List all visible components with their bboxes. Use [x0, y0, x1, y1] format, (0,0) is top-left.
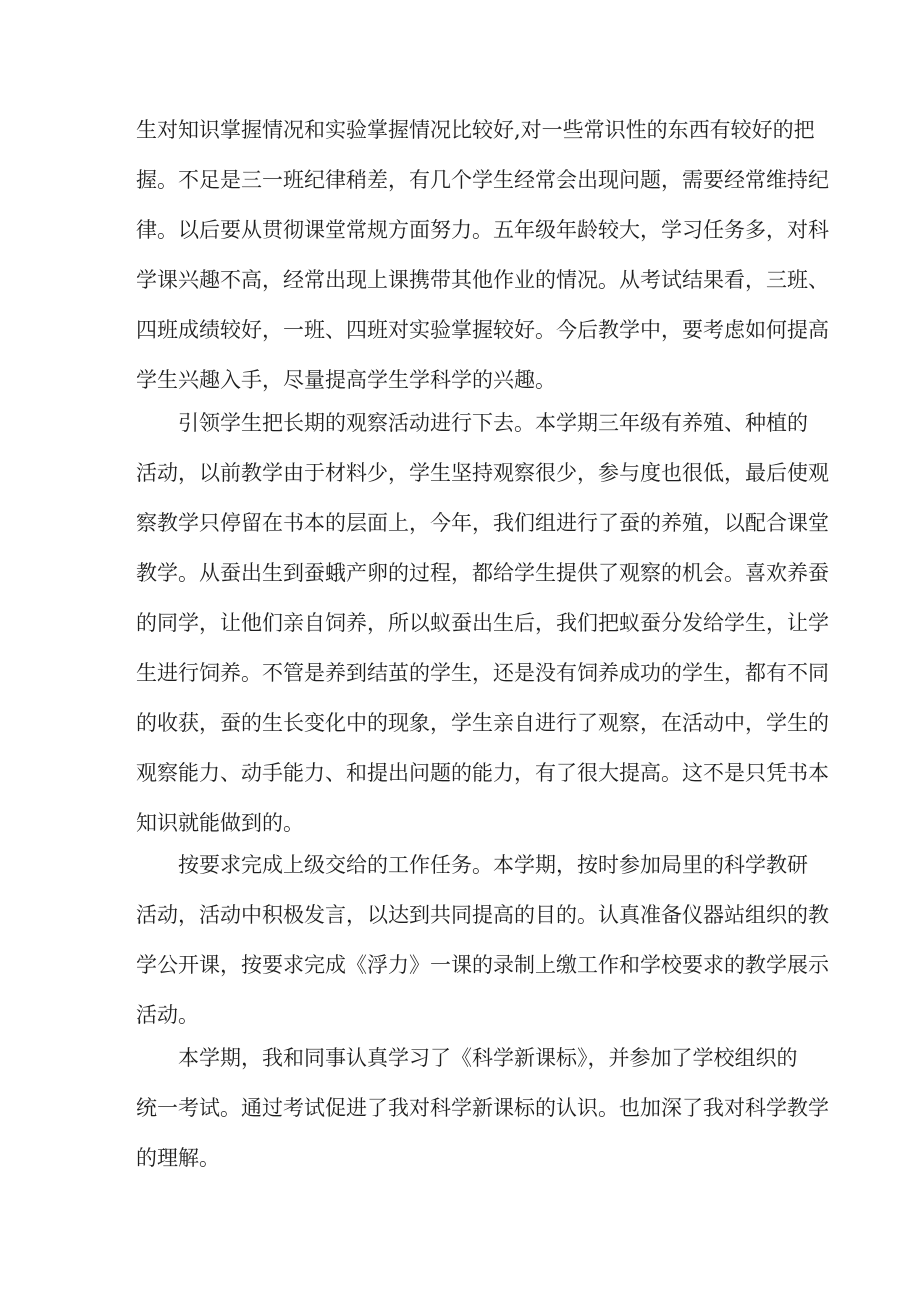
paragraph-2-line-9: 知识就能做到的。 [136, 811, 304, 835]
paragraph-3-line-4: 活动。 [136, 1003, 199, 1027]
paragraph-2-line-5: 的同学，让他们亲自饲养，所以蚁蚕出生后，我们把蚁蚕分发给学生，让学 [136, 611, 829, 635]
paragraph-1-line-1: 生对知识掌握情况和实验掌握情况比较好,对一些常识性的东西有较好的把 [136, 118, 815, 142]
paragraph-2-line-3: 察教学只停留在书本的层面上，今年，我们组进行了蚕的养殖，以配合课堂 [136, 511, 829, 535]
paragraph-3-line-1: 按要求完成上级交给的工作任务。本学期，按时参加局里的科学教研 [178, 853, 808, 877]
paragraph-2-line-8: 观察能力、动手能力、和提出问题的能力，有了很大提高。这不是只凭书本 [136, 761, 829, 785]
paragraph-2-line-7: 的收获，蚕的生长变化中的现象，学生亲自进行了观察，在活动中，学生的 [136, 711, 829, 735]
paragraph-2-line-6: 生进行饲养。不管是养到结茧的学生，还是没有饲养成功的学生，都有不同 [136, 661, 829, 685]
paragraph-1-line-6: 学生兴趣入手，尽量提高学生学科学的兴趣。 [136, 368, 556, 392]
paragraph-2-line-4: 教学。从蚕出生到蚕蛾产卵的过程，都给学生提供了观察的机会。喜欢养蚕 [136, 561, 829, 585]
paragraph-2-line-2: 活动，以前教学由于材料少，学生坚持观察很少，参与度也很低，最后使观 [136, 461, 829, 485]
paragraph-4-line-3: 的理解。 [136, 1146, 220, 1170]
paragraph-2-line-1: 引领学生把长期的观察活动进行下去。本学期三年级有养殖、种植的 [178, 411, 808, 435]
paragraph-1-line-3: 律。以后要从贯彻课堂常规方面努力。五年级年龄较大，学习任务多，对科 [136, 218, 829, 242]
paragraph-4-line-2: 统一考试。通过考试促进了我对科学新课标的认识。也加深了我对科学教学 [136, 1096, 829, 1120]
paragraph-1-line-5: 四班成绩较好，一班、四班对实验掌握较好。今后教学中，要考虑如何提高 [136, 318, 829, 342]
paragraph-1-line-4: 学课兴趣不高，经常出现上课携带其他作业的情况。从考试结果看，三班、 [136, 268, 829, 292]
paragraph-3-line-2: 活动，活动中积极发言，以达到共同提高的目的。认真准备仪器站组织的教 [136, 903, 829, 927]
paragraph-1-line-2: 握。不足是三一班纪律稍差，有几个学生经常会出现问题，需要经常维持纪 [136, 168, 829, 192]
paragraph-4-line-1: 本学期，我和同事认真学习了《科学新课标》，并参加了学校组织的 [178, 1046, 798, 1070]
paragraph-3-line-3: 学公开课，按要求完成《浮力》一课的录制上缴工作和学校要求的教学展示 [136, 953, 829, 977]
